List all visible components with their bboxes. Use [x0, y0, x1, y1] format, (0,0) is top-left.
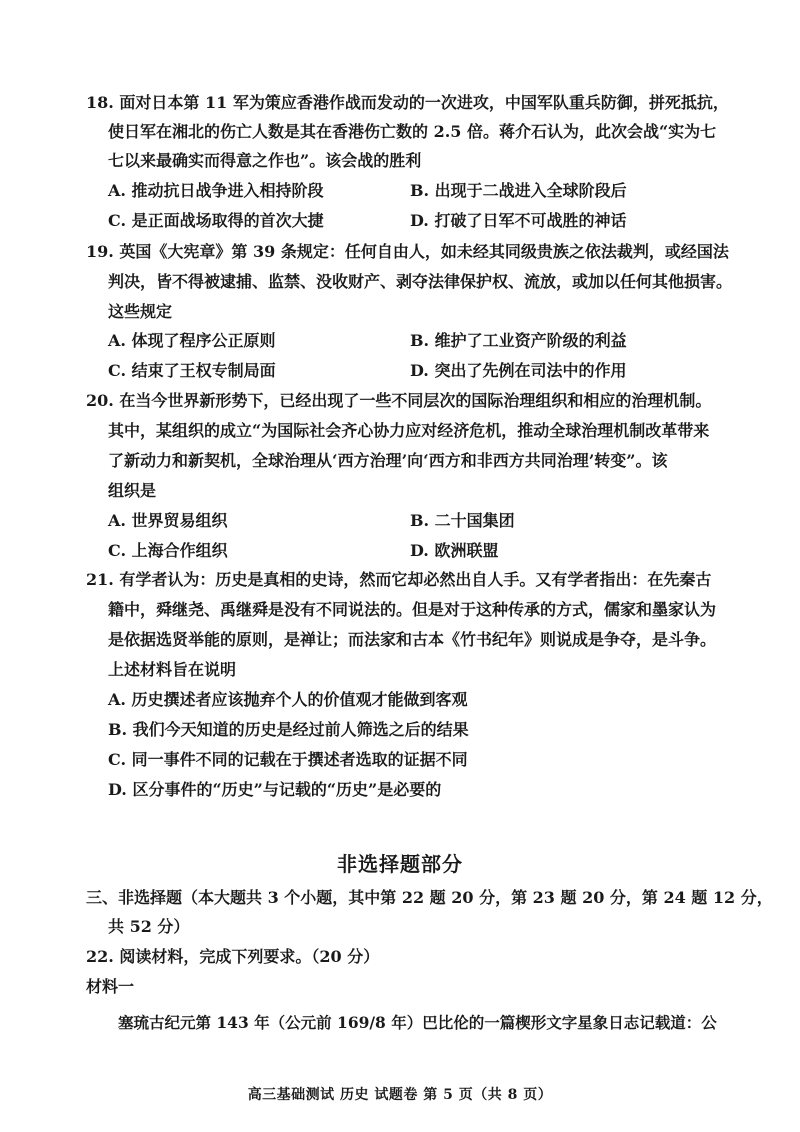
- question-21-stem-line-3: 是依据选贤举能的原则，是禅让；而法家和古本《竹书纪年》则说成是争夺，是斗争。: [108, 630, 717, 649]
- question-18-stem-line-1: 18. 面对日本第 11 军为策应香港作战而发动的一次进攻，中国军队重兵防御，拼死抵抗，: [86, 93, 729, 112]
- question-19-option-c: C. 结束了王权专制局面: [108, 361, 276, 380]
- question-18-stem-line-2: 使日军在湘北的伤亡人数是其在香港伤亡数的 2.5 倍。蒋介石认为，此次会战“实为七: [108, 122, 717, 141]
- question-19-stem-line-1: 19. 英国《大宪章》第 39 条规定：任何自由人，如未经其同级贵族之依法裁判，或经国法: [86, 242, 729, 261]
- question-21-option-a: A. 历史撰述者应该抛弃个人的价值观才能做到客观: [108, 690, 468, 709]
- question-20-option-d: D. 欧洲联盟: [410, 541, 499, 560]
- question-19-stem-line-3: 这些规定: [108, 302, 173, 321]
- question-20-option-b: B. 二十国集团: [410, 511, 515, 530]
- page-footer: 高三基础测试 历史 试题卷 第 5 页（共 8 页）: [247, 1087, 553, 1103]
- section-intro-line-2: 共 52 分）: [108, 917, 190, 936]
- question-20-stem-line-1: 20. 在当今世界新形势下，已经出现了一些不同层次的国际治理组织和相应的治理机制。: [86, 391, 712, 410]
- question-22-prompt: 22. 阅读材料，完成下列要求。（20 分）: [86, 947, 380, 966]
- question-21-option-d: D. 区分事件的“历史”与记载的“历史”是必要的: [108, 780, 442, 799]
- question-18-stem-line-3: 七以来最确实而得意之作也”。该会战的胜利: [108, 151, 422, 170]
- question-20-stem-line-4: 组织是: [108, 481, 157, 500]
- question-20-stem-line-2: 其中，某组织的成立“为国际社会齐心协力应对经济危机，推动全球治理机制改革带来: [108, 421, 710, 440]
- question-18-option-d: D. 打破了日军不可战胜的神话: [410, 211, 627, 230]
- question-20-option-a: A. 世界贸易组织: [108, 511, 228, 530]
- material-text-line: 塞琉古纪元第 143 年（公元前 169/8 年）巴比伦的一篇楔形文字星象日志记载道：公: [118, 1013, 717, 1032]
- question-18-option-b: B. 出现于二战进入全球阶段后: [410, 181, 627, 200]
- question-21-option-c: C. 同一事件不同的记载在于撰述者选取的证据不同: [108, 750, 468, 769]
- section-intro-line-1: 三、非选择题（本大题共 3 个小题，其中第 22 题 20 分，第 23 题 20 分，第 24 题 12 分，: [86, 888, 773, 907]
- question-18-option-c: C. 是正面战场取得的首次大捷: [108, 211, 324, 230]
- question-21-stem-line-2: 籍中，舜继尧、禹继舜是没有不同说法的。但是对于这种传承的方式，儒家和墨家认为: [108, 600, 717, 619]
- question-19-option-a: A. 体现了程序公正原则: [108, 331, 276, 350]
- question-18-option-a: A. 推动抗日战争进入相持阶段: [108, 181, 324, 200]
- material-label: 材料一: [86, 977, 135, 996]
- question-20-stem-line-3: 了新动力和新契机，全球治理从‘西方治理’向‘西方和非西方共同治理’转变”。该: [108, 451, 668, 470]
- section-title: 非选择题部分: [337, 852, 463, 876]
- question-21-stem-line-4: 上述材料旨在说明: [108, 660, 237, 679]
- question-20-option-c: C. 上海合作组织: [108, 541, 228, 560]
- question-21-stem-line-1: 21. 有学者认为：历史是真相的史诗，然而它却必然出自人手。又有学者指出：在先秦古: [86, 570, 712, 589]
- question-21-option-b: B. 我们今天知道的历史是经过前人筛选之后的结果: [108, 720, 469, 739]
- question-19-option-d: D. 突出了先例在司法中的作用: [410, 361, 627, 380]
- question-19-option-b: B. 维护了工业资产阶级的利益: [410, 331, 627, 350]
- question-19-stem-line-2: 判决，皆不得被逮捕、监禁、没收财产、剥夺法律保护权、流放，或加以任何其他损害。: [108, 272, 733, 291]
